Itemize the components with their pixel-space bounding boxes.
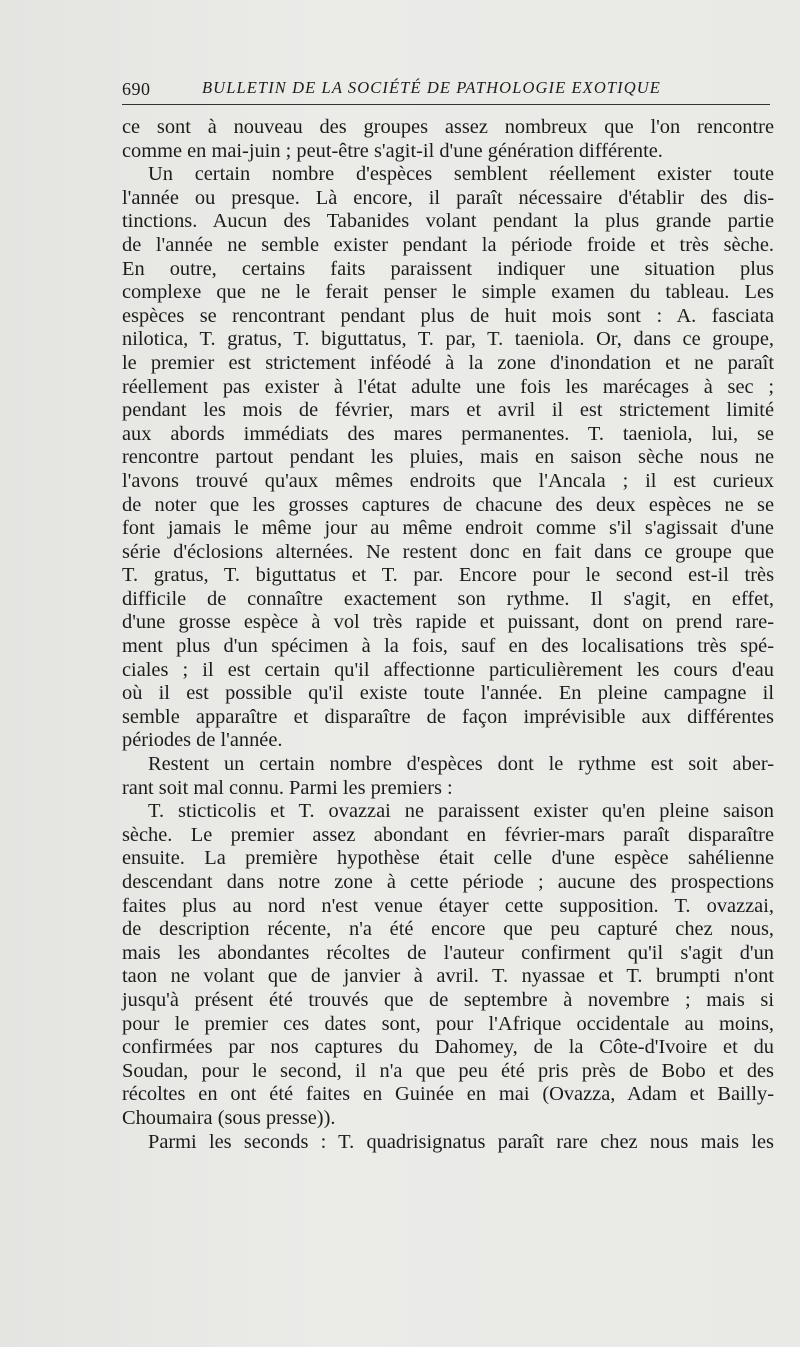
text-line: où il est possible qu'il existe toute l'année. En pleine campagne il [122, 682, 774, 705]
header-rule [122, 104, 770, 105]
text-line: pour le premier ces dates sont, pour l'Afrique occidentale au moins, [122, 1012, 774, 1035]
text-line: ciales ; il est certain qu'il affectionne particulièrement les cours d'eau [122, 658, 774, 681]
text-line: pendant les mois de février, mars et avril il est strictement limité [122, 399, 774, 422]
text-line: ment plus d'un spécimen à la fois, sauf en des localisations très spé- [122, 635, 774, 658]
text-line: nilotica, T. gratus, T. biguttatus, T. par, T. taeniola. Or, dans ce groupe, [122, 328, 774, 351]
text-line: récoltes en ont été faites en Guinée en mai (Ovazza, Adam et Bailly- [122, 1083, 774, 1106]
text-line: sèche. Le premier assez abondant en février-mars paraît disparaître [122, 823, 774, 846]
text-line: jusqu'à présent été trouvés que de septembre à novembre ; mais si [122, 988, 774, 1011]
text-line: périodes de l'année. [122, 729, 283, 752]
running-title: BULLETIN DE LA SOCIÉTÉ DE PATHOLOGIE EXOTIQUE [202, 78, 661, 97]
text-line: faites plus au nord n'est venue étayer cette supposition. T. ovazzai, [122, 894, 774, 917]
text-line: mais les abondantes récoltes de l'auteur confirment qu'il s'agit d'un [122, 941, 774, 964]
text-line: T. gratus, T. biguttatus et T. par. Encore pour le second est-il très [122, 564, 774, 587]
text-line: difficile de connaître exactement son rythme. Il s'agit, en effet, [122, 587, 774, 610]
text-line: En outre, certains faits paraissent indiquer une situation plus [122, 257, 774, 280]
text-line: Un certain nombre d'espèces semblent réellement exister toute [148, 163, 774, 186]
text-line: de description récente, n'a été encore que peu capturé chez nous, [122, 918, 774, 941]
text-line: ensuite. La première hypothèse était celle d'une espèce sahélienne [122, 847, 774, 870]
text-line: Restent un certain nombre d'espèces dont le rythme est soit aber- [148, 753, 774, 776]
page-header [122, 76, 772, 106]
text-line: rencontre partout pendant les pluies, mais en saison sèche nous ne [122, 446, 774, 469]
text-line: l'année ou presque. Là encore, il paraît nécessaire d'établir des dis- [122, 186, 774, 209]
text-line: Parmi les seconds : T. quadrisignatus paraît rare chez nous mais les [148, 1130, 774, 1153]
text-line: le premier est strictement inféodé à la zone d'inondation et ne paraît [122, 351, 774, 374]
text-line: tinctions. Aucun des Tabanides volant pendant la plus grande partie [122, 210, 774, 233]
text-line: espèces se rencontrant pendant plus de huit mois sont : A. fasciata [122, 304, 774, 327]
text-line: de noter que les grosses captures de chacune des deux espèces ne se [122, 493, 774, 516]
text-line: l'avons trouvé qu'aux mêmes endroits que l'Ancala ; il est curieux [122, 469, 774, 492]
text-line: descendant dans notre zone à cette période ; aucune des prospections [122, 871, 774, 893]
body-text [122, 116, 774, 1154]
text-line: série d'éclosions alternées. Ne restent donc en fait dans ce groupe que [122, 540, 774, 563]
text-line: réellement pas exister à l'état adulte une fois les marécages à sec ; [122, 375, 774, 398]
text-line: Choumaira (sous presse)). [122, 1106, 336, 1129]
text-line: T. sticticolis et T. ovazzai ne paraissent exister qu'en pleine saison [148, 800, 774, 823]
text-line: aux abords immédiats des mares permanentes. T. taeniola, lui, se [122, 422, 774, 445]
text-line: semble apparaître et disparaître de façon imprévisible aux différentes [122, 705, 774, 728]
text-line: d'une grosse espèce à vol très rapide et puissant, dont on prend rare- [122, 611, 774, 634]
text-line: font jamais le même jour au même endroit comme s'il s'agissait d'une [122, 517, 774, 540]
page-number: 690 [122, 79, 151, 99]
text-line: taon ne volant que de janvier à avril. T. nyassae et T. brumpti n'ont [122, 965, 774, 988]
text-line: de l'année ne semble exister pendant la période froide et très sèche. [122, 233, 774, 256]
text-line: complexe que ne le ferait penser le simple examen du tableau. Les [122, 281, 774, 304]
text-line: comme en mai-juin ; peut-être s'agit-il d'une génération différente. [122, 139, 663, 162]
text-line: ce sont à nouveau des groupes assez nombreux que l'on rencontre [122, 116, 774, 138]
text-line: Soudan, pour le second, il n'a que peu été pris près de Bobo et des [122, 1059, 774, 1082]
text-line: rant soit mal connu. Parmi les premiers : [122, 776, 453, 799]
text-line: confirmées par nos captures du Dahomey, de la Côte-d'Ivoire et du [122, 1036, 774, 1059]
